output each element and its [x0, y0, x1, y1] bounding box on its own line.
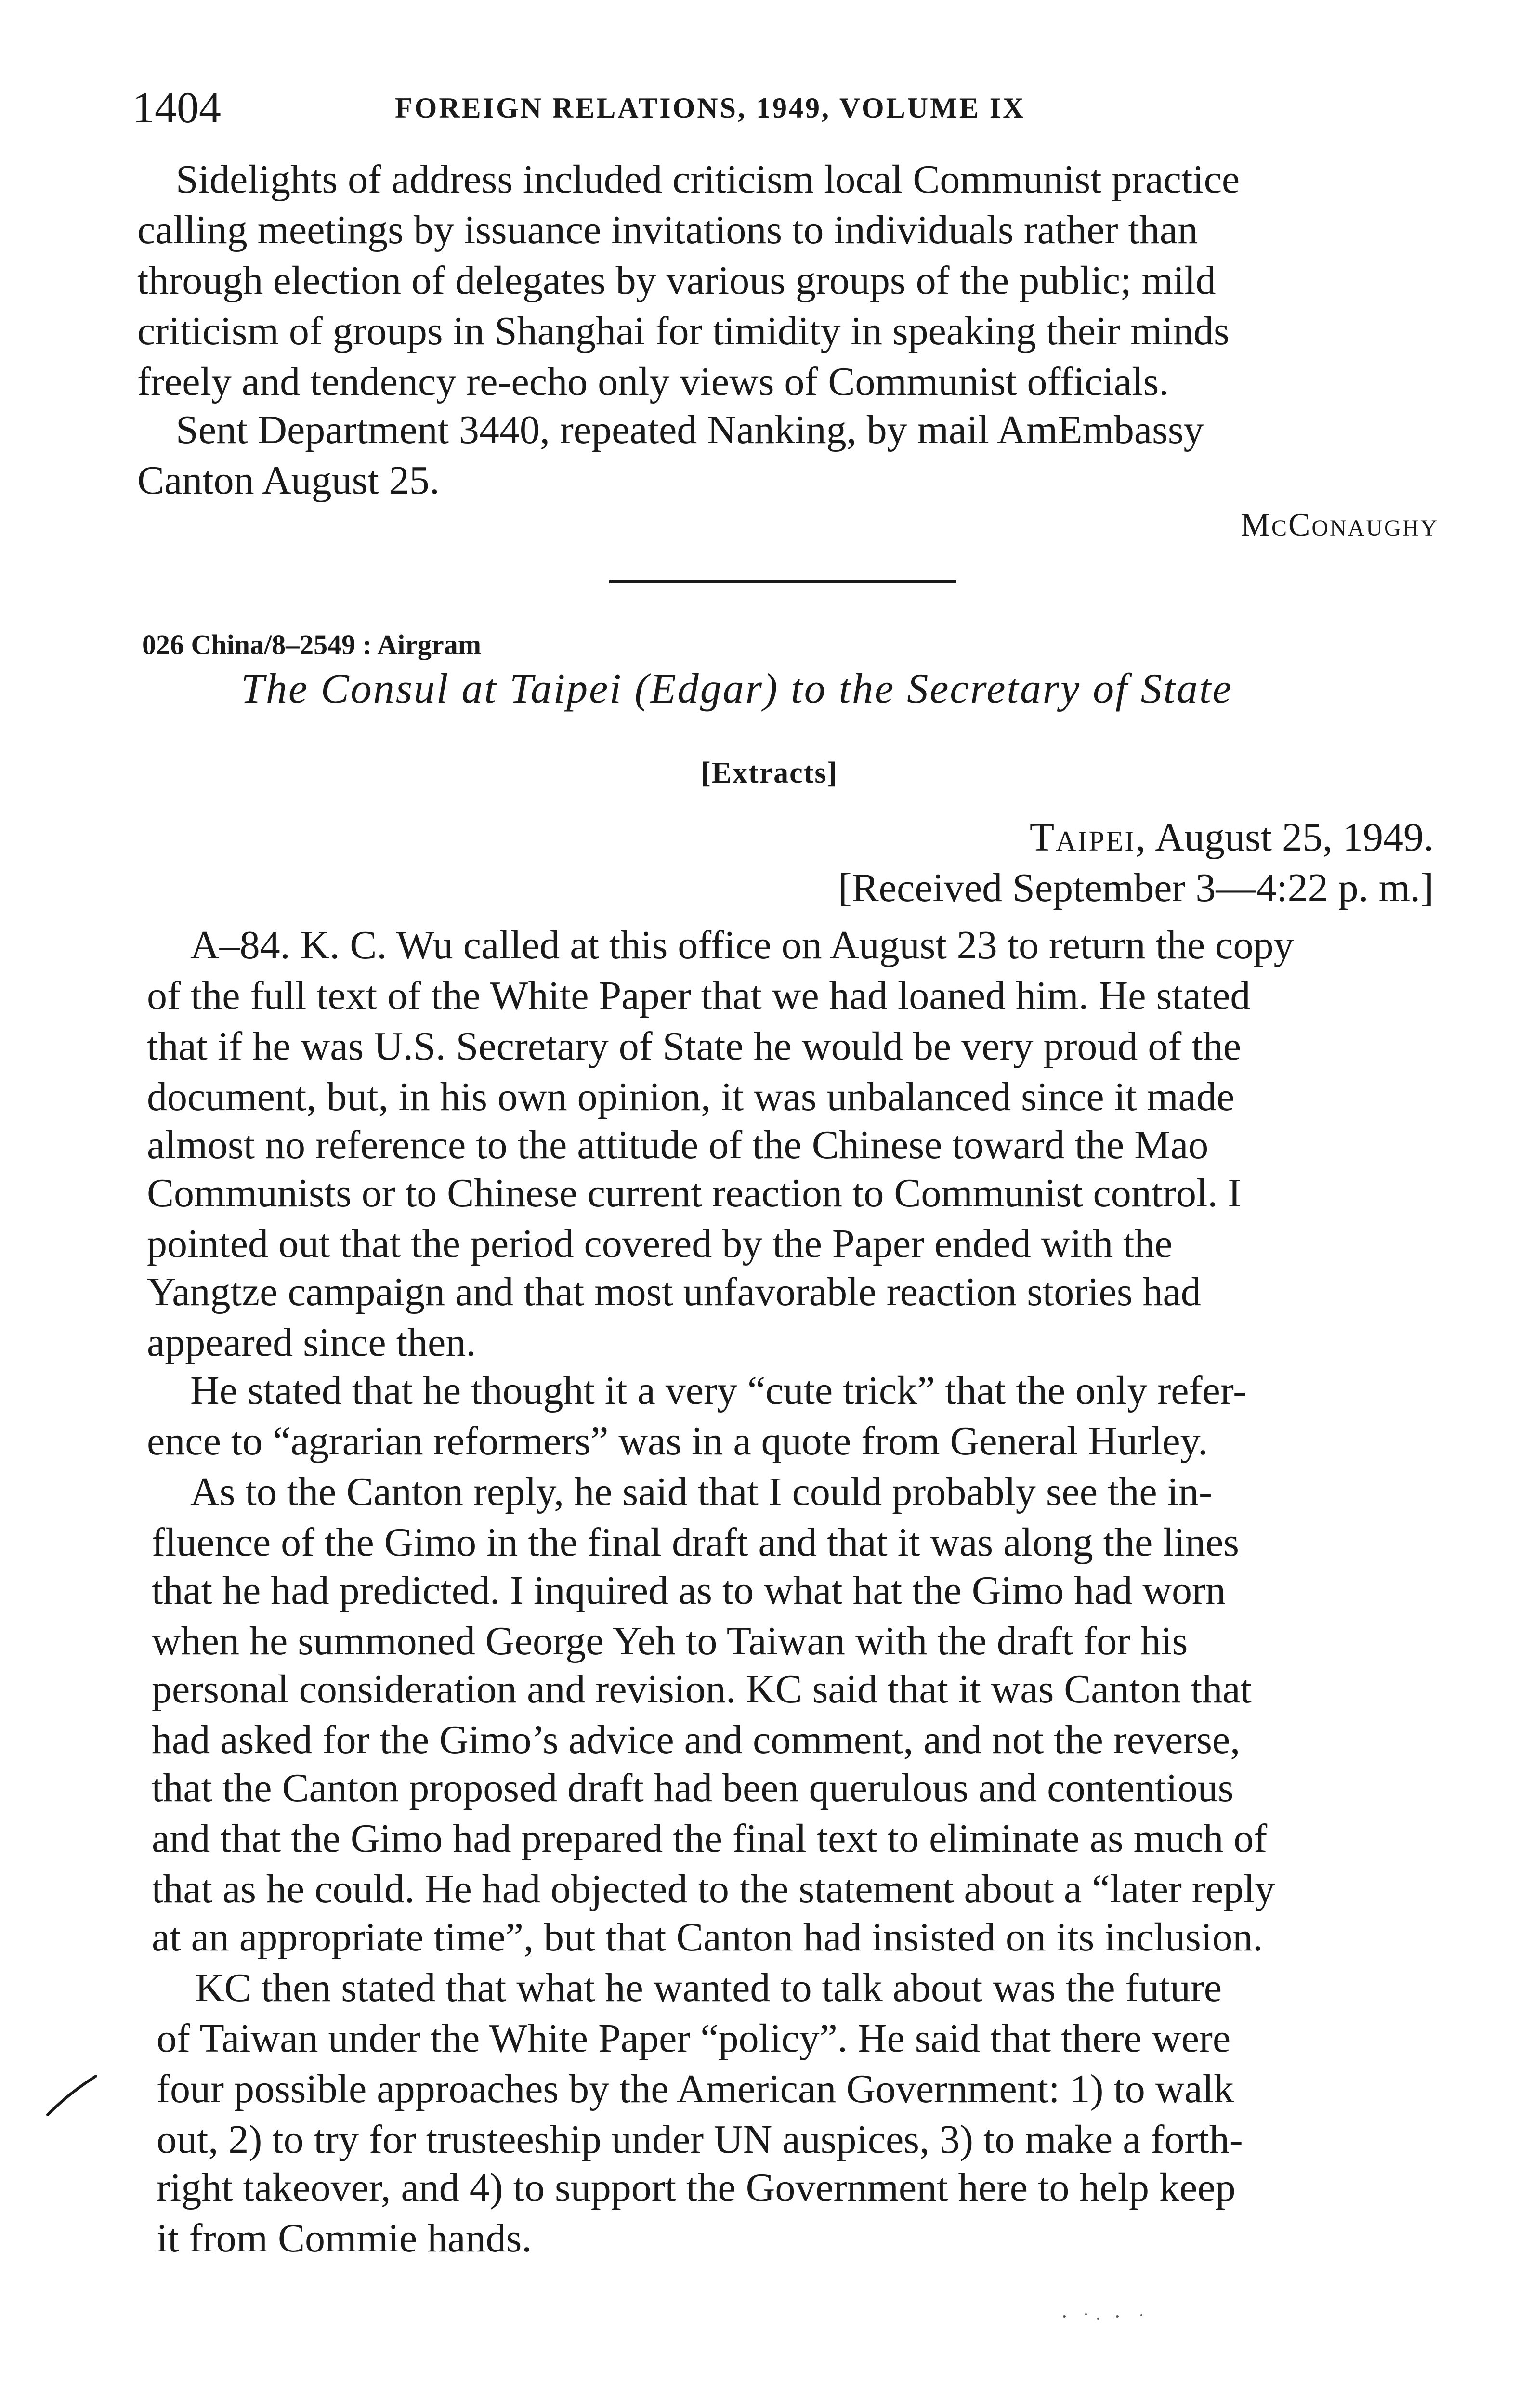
body-line: it from Commie hands. [157, 2216, 532, 2261]
body-line: had asked for the Gimo’s advice and comment, and not the reverse, [152, 1717, 1241, 1762]
page-header [132, 81, 1433, 134]
body-line: and that the Gimo had prepared the final text to eliminate as much of [152, 1816, 1268, 1861]
body-line: fluence of the Gimo in the final draft and that it was along the lines [152, 1520, 1239, 1565]
body-line: that the Canton proposed draft had been querulous and contentious [152, 1766, 1234, 1810]
body-line: almost no reference to the attitude of the Chinese toward the Mao [147, 1123, 1209, 1167]
dateline-date: August 25, 1949. [1155, 815, 1434, 860]
received-note: [Received September 3—4:22 p. m.] [838, 865, 1434, 910]
body-line: four possible approaches by the American Government: 1) to walk [157, 2067, 1234, 2111]
body-line: of the full text of the White Paper that we had loaned him. He stated [147, 973, 1251, 1018]
body-line: document, but, in his own opinion, it was unbalanced since it made [147, 1074, 1235, 1119]
document-title: The Consul at Taipei (Edgar) to the Secretary of State [241, 666, 1233, 712]
running-head: FOREIGN RELATIONS, 1949, VOLUME IX [395, 92, 1026, 124]
body-line: appeared since then. [147, 1320, 476, 1365]
scan-specks [1060, 2309, 1156, 2324]
dateline [1030, 814, 1434, 861]
page-number: 1404 [132, 83, 221, 132]
file-reference: 026 China/8–2549 : Airgram [142, 629, 482, 660]
body-line: ence to “agrarian reformers” was in a quote from General Hurley. [147, 1419, 1208, 1464]
body-line: at an appropriate time”, but that Canton had insisted on its inclusion. [152, 1915, 1263, 1960]
body-line: when he summoned George Yeh to Taiwan with the draft for his [152, 1619, 1188, 1663]
body-line: right takeover, and 4) to support the Government here to help keep [157, 2165, 1236, 2210]
body-line: of Taiwan under the White Paper “policy”. He said that there were [157, 2016, 1231, 2061]
body-line: He stated that he thought it a very “cute trick” that the only refer- [190, 1368, 1247, 1413]
extracts-label: [Extracts] [701, 757, 838, 789]
signature: McConaughy [1241, 506, 1439, 543]
body-line: personal consideration and revision. KC said that it was Canton that [152, 1667, 1252, 1712]
body-line: Canton August 25. [137, 458, 440, 503]
body-line: criticism of groups in Shanghai for timidity in speaking their minds [137, 309, 1230, 353]
section-divider [609, 580, 956, 583]
body-line: that as he could. He had objected to the statement about a “later reply [152, 1867, 1275, 1911]
body-line: As to the Canton reply, he said that I could probably see the in- [190, 1469, 1213, 1514]
body-line: that if he was U.S. Secretary of State he would be very proud of the [147, 1024, 1242, 1069]
body-line: calling meetings by issuance invitations to individuals rather than [137, 208, 1198, 252]
body-line: Sidelights of address included criticism local Communist practice [176, 157, 1240, 202]
body-line: through election of delegates by various groups of the public; mild [137, 258, 1216, 303]
body-line: Communists or to Chinese current reaction to Communist control. I [147, 1171, 1242, 1216]
body-line: that he had predicted. I inquired as to what hat the Gimo had worn [152, 1568, 1226, 1613]
dateline-place: Taipei, [1029, 815, 1147, 860]
body-line: Sent Department 3440, repeated Nanking, by mail AmEmbassy [176, 407, 1204, 452]
body-line: KC then stated that what he wanted to talk about was the future [195, 1965, 1222, 2010]
body-line: freely and tendency re-echo only views of Communist officials. [137, 359, 1169, 404]
body-line: out, 2) to try for trusteeship under UN auspices, 3) to make a forth- [157, 2117, 1243, 2162]
body-line: pointed out that the period covered by the Paper ended with the [147, 1221, 1173, 1266]
margin-check-mark [46, 2073, 99, 2117]
body-line: A–84. K. C. Wu called at this office on August 23 to return the copy [190, 923, 1294, 968]
body-line: Yangtze campaign and that most unfavorable reaction stories had [147, 1269, 1201, 1314]
